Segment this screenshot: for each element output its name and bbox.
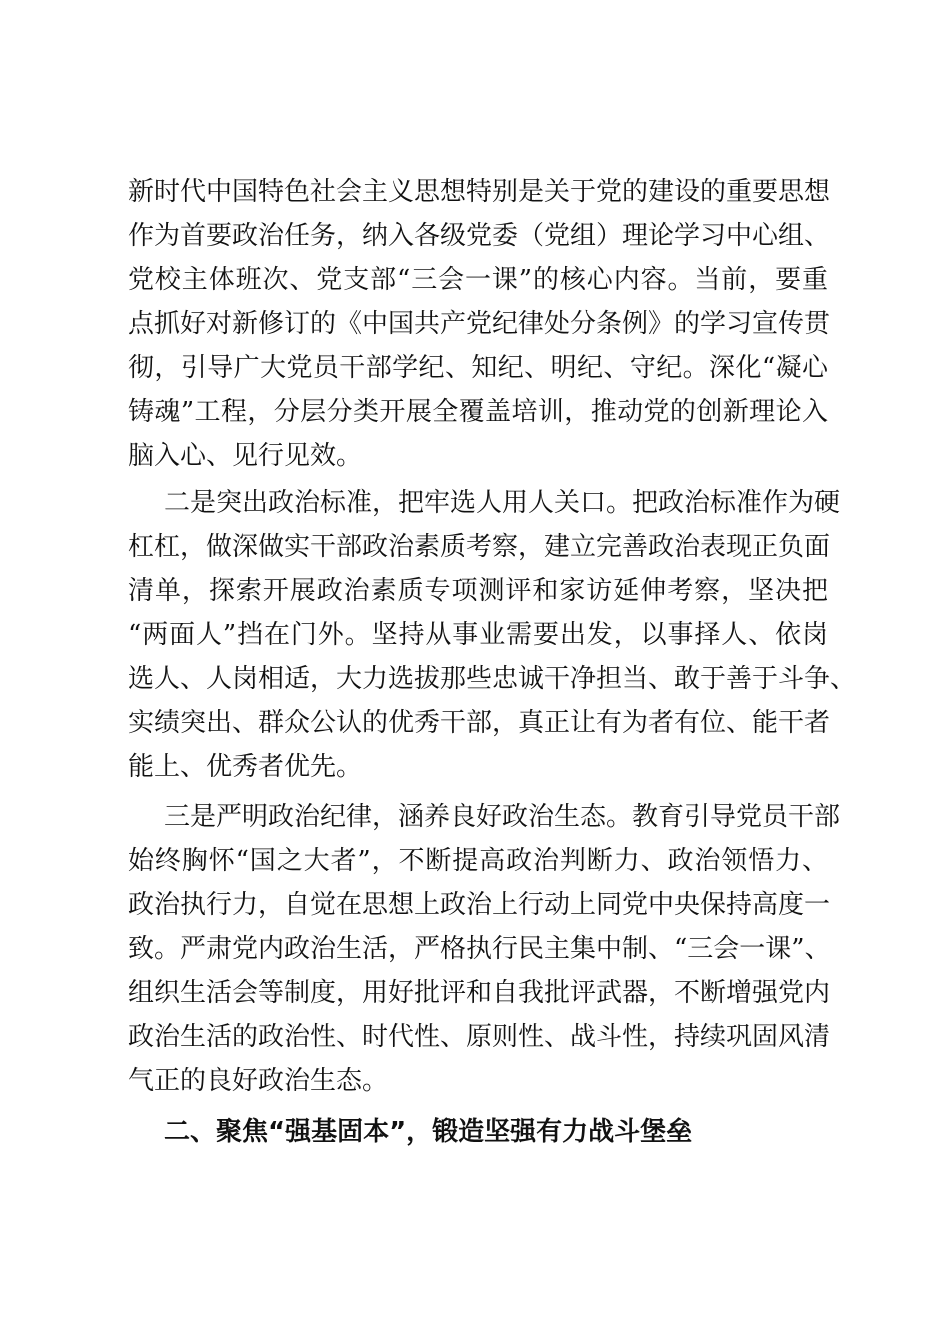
text-line: 脑入心、见行见效。	[128, 441, 363, 471]
text-line: 清单，探索开展政治素质专项测评和家访延伸考察，坚决把	[128, 576, 828, 606]
text-line: 组织生活会等制度，用好批评和自我批评武器，不断增强党内	[128, 978, 831, 1008]
text-line: 能上、优秀者优先。	[128, 752, 363, 782]
text-line: 政治生活的政治性、时代性、原则性、战斗性，持续巩固风清	[128, 1022, 831, 1052]
text-line: 彻，引导广大党员干部学纪、知纪、明纪、守纪。深化“凝心	[128, 353, 828, 383]
text-line: 致。严肃党内政治生活，严格执行民主集中制、“三会一课”、	[128, 934, 831, 964]
text-line: 铸魂”工程，分层分类开展全覆盖培训，推动党的创新理论入	[128, 397, 828, 427]
text-line: 点抓好对新修订的《中国共产党纪律处分条例》的学习宣传贯	[128, 309, 831, 339]
section-heading: 二、聚焦“强基固本”，锻造坚强有力战斗堡垒	[164, 1117, 693, 1147]
text-line: 党校主体班次、党支部“三会一课”的核心内容。当前，要重	[128, 265, 828, 295]
text-line: 选人、人岗相适，大力选拔那些忠诚干净担当、敢于善于斗争、	[128, 664, 857, 694]
text-line: 始终胸怀“国之大者”，不断提高政治判断力、政治领悟力、	[128, 846, 828, 876]
text-line: 三是严明政治纪律，涵养良好政治生态。教育引导党员干部	[164, 802, 841, 832]
text-line: 政治执行力，自觉在思想上政治上行动上同党中央保持高度一	[128, 890, 831, 920]
text-line: 杠杠，做深做实干部政治素质考察，建立完善政治表现正负面	[128, 532, 831, 562]
text-line: 新时代中国特色社会主义思想特别是关于党的建设的重要思想	[128, 177, 831, 207]
text-line: 二是突出政治标准，把牢选人用人关口。把政治标准作为硬	[164, 488, 841, 518]
text-line: 实绩突出、群众公认的优秀干部，真正让有为者有位、能干者	[128, 708, 831, 738]
text-line: 作为首要政治任务，纳入各级党委（党组）理论学习中心组、	[128, 221, 831, 251]
text-line: “两面人”挡在门外。坚持从事业需要出发，以事择人、依岗	[128, 620, 828, 650]
text-line: 气正的良好政治生态。	[128, 1066, 389, 1096]
